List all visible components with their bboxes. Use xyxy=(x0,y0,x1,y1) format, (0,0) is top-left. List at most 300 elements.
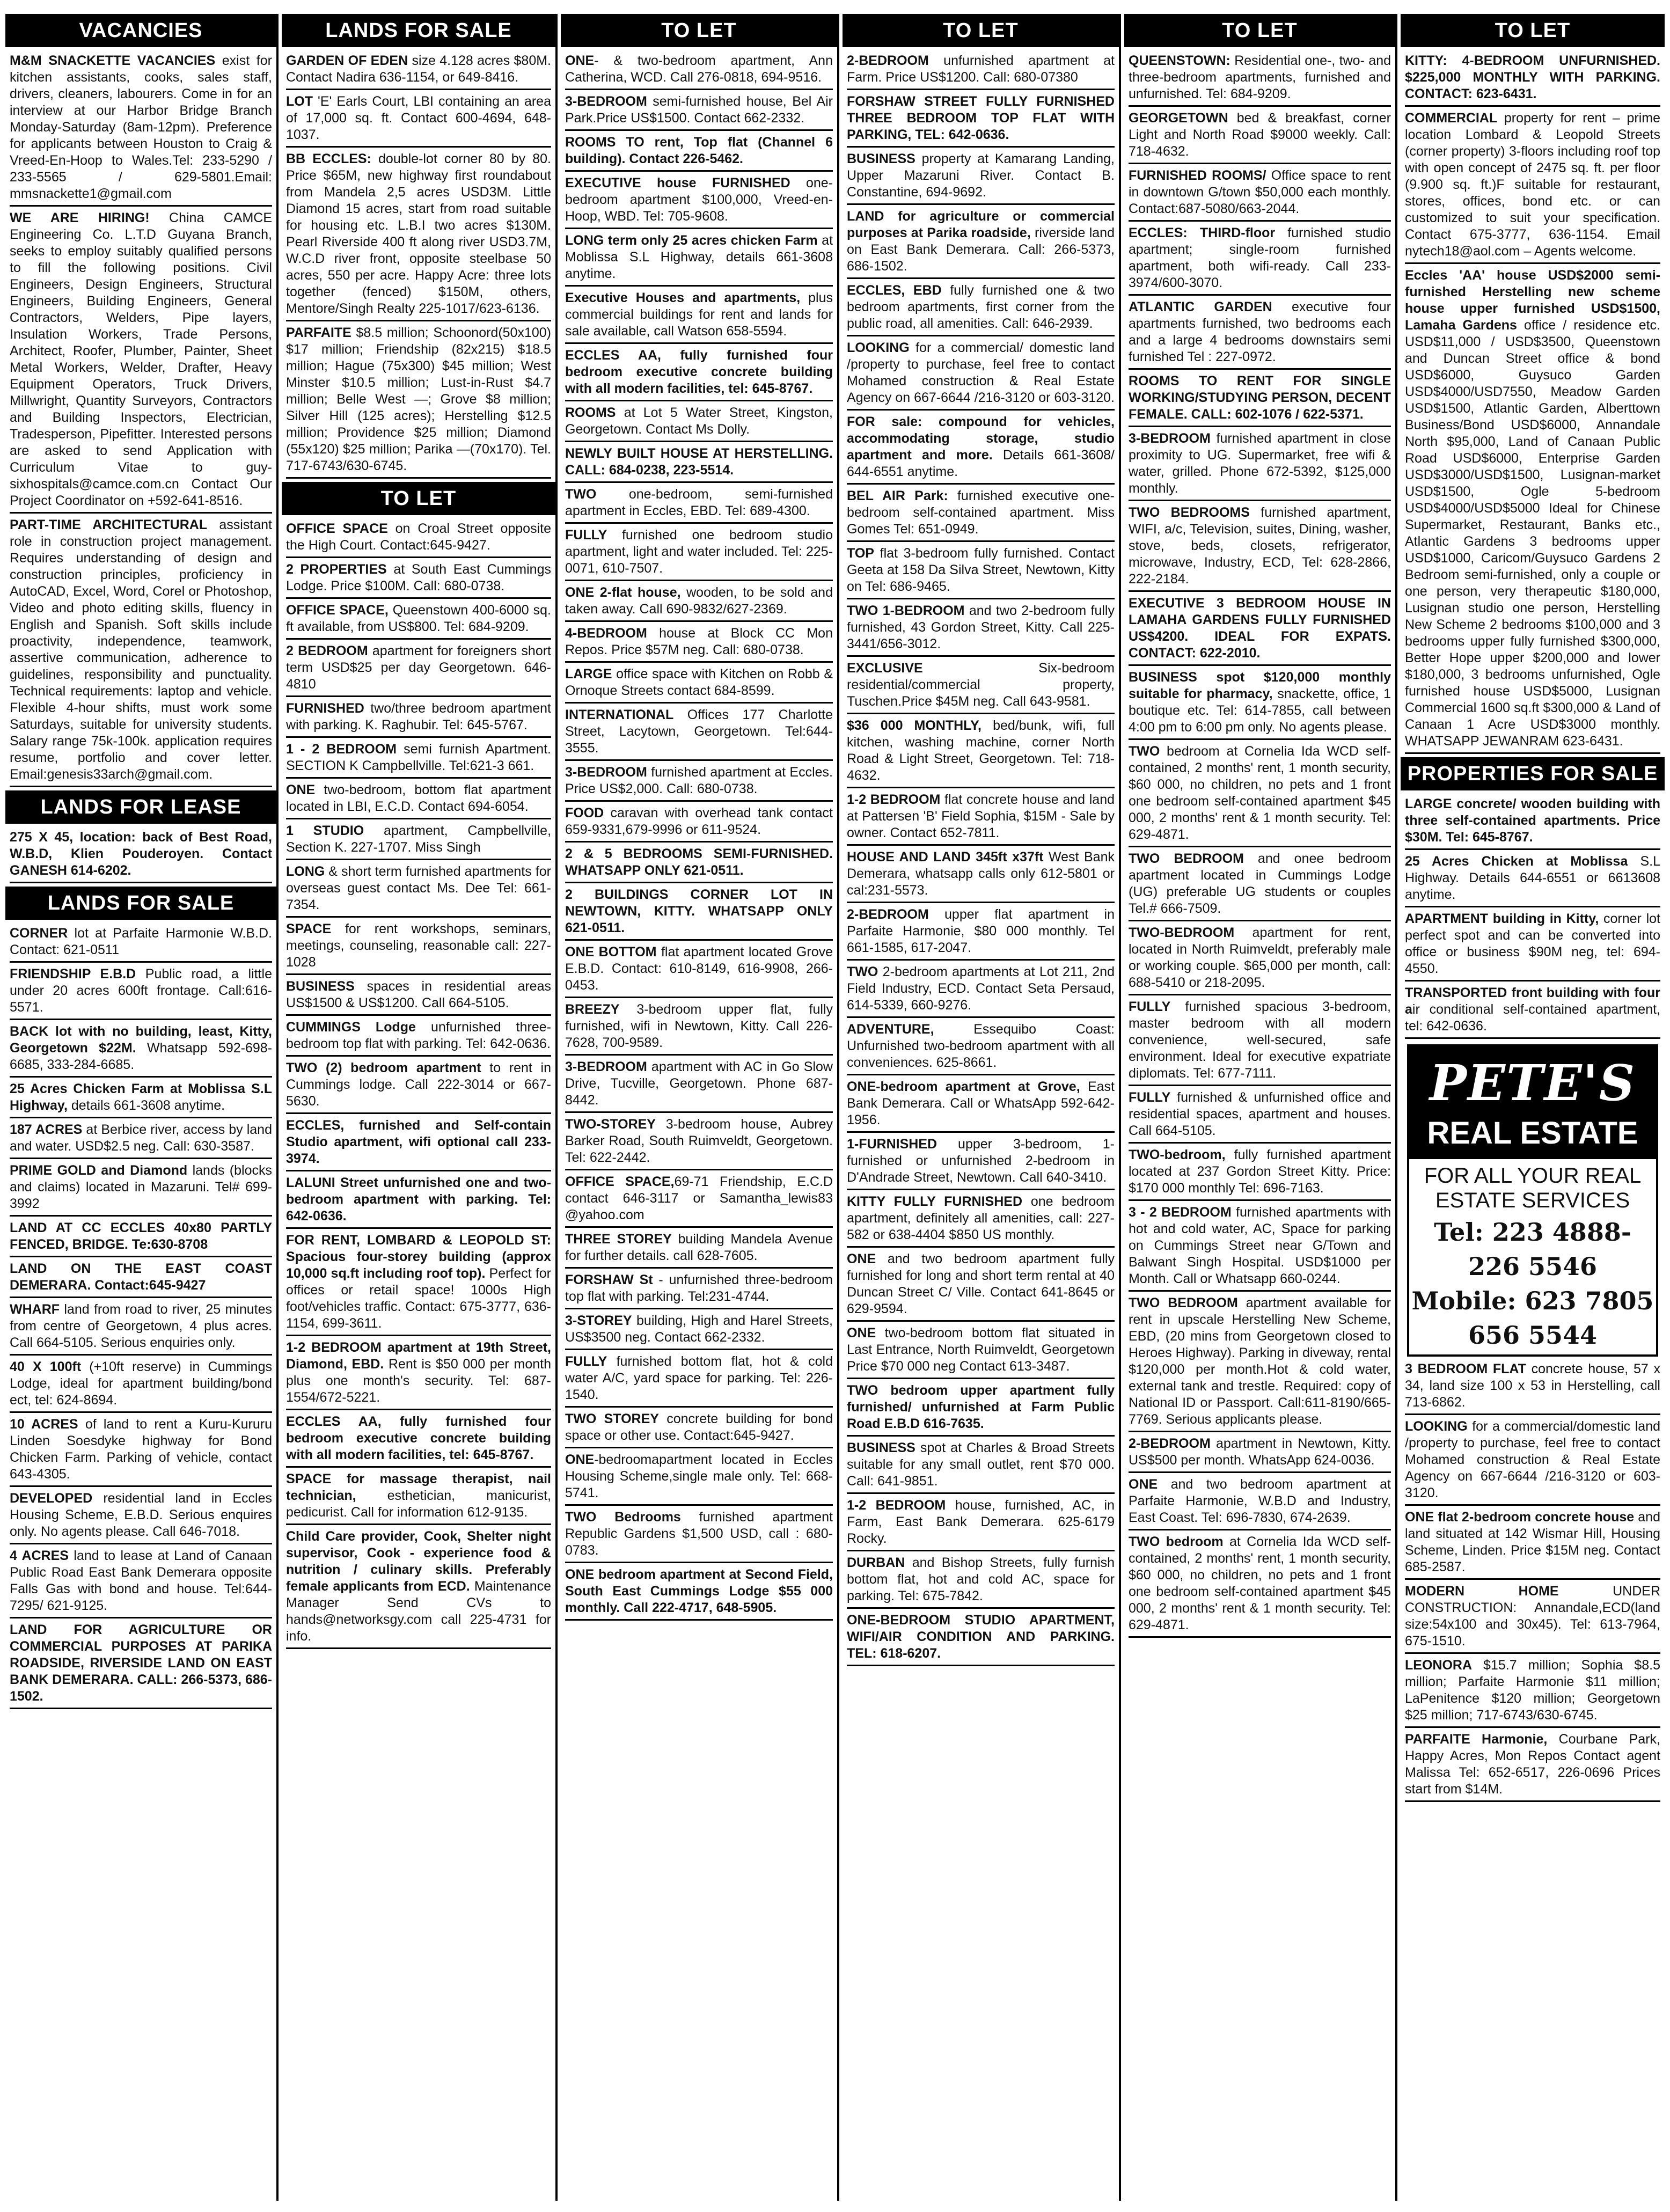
ad-lead: FRIENDSHIP E.B.D xyxy=(10,966,136,982)
ad-lead: TWO BEDROOM xyxy=(1129,1295,1238,1310)
ad-body: two-bedroom bottom flat situated in Last Entrance, North Ruimveldt, Georgetown Price $70 000 neg Contact 613-3487. xyxy=(847,1325,1115,1374)
ad-body: 69-71 Friendship, E.C.D contact 646-3117 or Samantha_lewis83 @yahoo.com xyxy=(565,1174,833,1222)
ad-lead: Eccles 'AA' house USD$2000 semi- furnished Herstelling new scheme house upper furnished USD$1500, Lamaha Gardens xyxy=(1405,268,1660,333)
ad-lead: 3 BEDROOM FLAT xyxy=(1405,1361,1526,1376)
classified-ad xyxy=(565,805,833,843)
classified-ad xyxy=(286,561,551,599)
ad-lead: TWO Bedrooms xyxy=(565,1510,681,1525)
classified-ad xyxy=(565,764,833,802)
section-heading: TO LET xyxy=(282,482,555,515)
classified-ad xyxy=(847,151,1115,205)
ad-lead: 3-BEDROOM xyxy=(565,765,647,780)
ad-body: for a commercial/domestic land /property to purchase, feel free to contact Mohamed construction & Real Estate Agency on 667-6644 /216-3120 or 603-3120. xyxy=(1405,1419,1660,1500)
ad-body: and two bedroom apartment at Parfaite Harmonie, W.B.D and Industry, East Coast. Tel: 696-7830, 674-2639. xyxy=(1129,1477,1391,1525)
ad-lead: ECCLES, EBD xyxy=(847,283,942,298)
ad-body: apartment, Campbellville, Section K. 227-1707. Miss Singh xyxy=(286,823,552,855)
classified-ad xyxy=(847,906,1115,961)
section-to-let xyxy=(282,482,555,1649)
ad-lead: ONE bedroom apartment at Second Field, South East Cummings Lodge $55 000 monthly. Call 222-4717, 648-5905. xyxy=(565,1567,833,1615)
ad-body: residential land in Eccles Housing Scheme, E.B.D. Serious enquires only. No agents please. Call 646-7018. xyxy=(10,1491,272,1539)
ad-lead: Executive Houses and apartments, xyxy=(565,290,801,305)
ad-lead: 2 PROPERTIES xyxy=(286,562,387,577)
classified-ad xyxy=(1129,53,1391,107)
classified-ad xyxy=(286,1019,551,1057)
ad-body: snackette, office, 1 boutique etc. Tel: 614-7855, call between 4:00 pm to 6:00 pm only. No agents please. xyxy=(1129,686,1391,735)
logo-subtitle: REAL ESTATE xyxy=(1427,1116,1638,1151)
classified-ad xyxy=(565,1001,833,1056)
ad-lead: CORNER xyxy=(10,926,68,941)
ad-body: furnished studio apartment; single-room furnished apartment, both wifi-ready. Call 233-3974/600-3070. xyxy=(1129,225,1391,290)
ad-lead: WHARF xyxy=(10,1302,60,1317)
ad-lead: PARFAITE Harmonie, xyxy=(1405,1732,1548,1747)
classified-ad xyxy=(847,1193,1115,1248)
ad-lead: $36 000 MONTHLY, xyxy=(847,718,982,733)
ad-body: assistant role in construction project management. Requires understanding of design and construction principles, proficiency in AutoCAD, Excel, Word, Corel or Photoshop, Video and photo editing skills, fluency in English and Spanish. Soft skills include proactivity, independence, teamwork, assertive communication, adherence to guidelines, responsibility and punctuality. Technical requirements: laptop and vehicle. Flexible 4-hour shifts, must work some Saturdays, suitable for university students. Salary range 75k-100k. application requires resume, portfolio and cover letter. Email:genesis33arch@gmail.com. xyxy=(10,517,273,782)
ad-body: and land situated at 142 Wismar Hill, Housing Scheme, Linden. Price $15M neg. Contact 685-2587. xyxy=(1405,1510,1660,1574)
column-1 xyxy=(5,14,279,2201)
ad-body: property for rent – prime location Lombard & Leopold Streets (corner property) 3-floors including roof top with open concept of 2475 sq. ft. per floor (9.900 sq. ft.)F suitable for restaurant, stores, offices, bond etc. or can customized to suit your specification. Contact 675-3777, 636-1154. Email nytech18@aol.com – Agents welcome. xyxy=(1405,111,1660,259)
ad-body: concrete building for bond space or other use. Contact:645-9427. xyxy=(565,1411,833,1443)
classified-ad xyxy=(847,1325,1115,1379)
ad-lead: M&M SNACKETTE VACANCIES xyxy=(10,53,216,68)
ad-body: furnished apartment at Eccles. Price US$2,000. Call: 680-0738. xyxy=(565,765,833,796)
ad-lead: 4-BEDROOM xyxy=(565,626,647,641)
ad-lead: 3 - 2 BEDROOM xyxy=(1129,1205,1232,1220)
ad-lead: PRIME GOLD and Diamond xyxy=(10,1163,188,1178)
classified-ad xyxy=(847,340,1115,411)
logo-tagline: FOR ALL YOUR REAL ESTATE SERVICES xyxy=(1424,1164,1642,1212)
classified-ad xyxy=(1405,796,1660,850)
ad-lead: LONG xyxy=(286,864,325,879)
section-to-let xyxy=(843,14,1119,1666)
ad-lead: BUSINESS xyxy=(847,1440,915,1455)
ad-body: concrete house, 57 x 34, land size 100 x 53 in Herstelling, call 713-6862. xyxy=(1405,1361,1660,1410)
classified-ad xyxy=(565,486,833,524)
classified-ad xyxy=(847,1079,1115,1133)
classified-ad xyxy=(10,517,272,787)
ad-lead: 1 - 2 BEDROOM xyxy=(286,742,397,757)
ad-lead: TWO bedroom upper apartment fully furnished/ unfurnished at Farm Public Road E.B.D 616-7635. xyxy=(847,1383,1115,1431)
column-5 xyxy=(1124,14,1397,2201)
ad-body: bed/bunk, wifi, full kitchen, washing machine, corner North Road & Light Street, Georgetown. Tel: 718-4632. xyxy=(847,718,1115,783)
classified-ad xyxy=(1129,595,1391,666)
ad-lead: KITTY FULLY FURNISHED xyxy=(847,1194,1023,1209)
ad-body: furnished & unfurnished office and residential spaces, apartment and houses. Call 664-5105. xyxy=(1129,1090,1391,1138)
classified-ad xyxy=(10,925,272,963)
classified-ad xyxy=(565,1566,833,1621)
ad-body: for rent workshops, seminars, meetings, counseling, reasonable call: 227-1028 xyxy=(286,921,551,970)
ad-lead: BUSINESS xyxy=(286,979,355,994)
ad-body: apartment for rent, located in North Ruimveldt, preferably male or working couple. $65,000 per month, call: 688-5410 or 218-2095. xyxy=(1129,925,1391,990)
classified-ad xyxy=(10,1359,272,1413)
ad-lead: TWO-STOREY xyxy=(565,1117,656,1132)
ad-body: 3-bedroom upper flat, fully furnished, wifi in Newtown, Kitty. Call 226-7628, 700-9589. xyxy=(565,1002,833,1050)
classified-ad xyxy=(286,782,551,819)
ad-lead: TRANSPORTED front building with four a xyxy=(1405,985,1660,1017)
classified-ad xyxy=(1129,1534,1391,1638)
ad-body: flat concrete house and land at Pattersen 'B' Field Sophia, $15M - Sale by owner. Contact 652-7811. xyxy=(847,792,1115,840)
logo-name: PETE'S xyxy=(1429,1054,1636,1112)
ad-lead: HOUSE AND LAND 345ft x37ft xyxy=(847,849,1044,865)
ad-lead: ONE xyxy=(847,1325,876,1341)
ad-body: Residential one-, two- and three-bedroom apartments, furnished and unfurnished. Tel: 684-9209. xyxy=(1129,53,1391,101)
ad-lead: FURNISHED xyxy=(286,701,364,716)
classified-ad xyxy=(565,666,833,704)
ad-body: Essequibo Coast: Unfurnished two-bedroom apartment with all conveniences. 625-8661. xyxy=(847,1022,1115,1070)
ad-body: fully furnished apartment located at 237 Gordon Street Kitty. Price: $170 000 monthly Tel: 696-7163. xyxy=(1129,1147,1391,1196)
ad-lead: 187 ACRES xyxy=(10,1122,83,1137)
ad-lead: ROOMS TO RENT FOR SINGLE WORKING/STUDYING PERSON, DECENT FEMALE. CALL: 602-1076 / 622-5371. xyxy=(1129,373,1391,422)
ad-lead: 2 BEDROOM xyxy=(286,643,368,658)
classified-ad xyxy=(286,53,551,90)
classified-ad xyxy=(847,208,1115,279)
section-heading: TO LET xyxy=(561,14,837,47)
ad-body: and two 2-bedroom fully furnished, 43 Gordon Street, Kitty. Call 225- 3441/656-3012. xyxy=(847,603,1115,651)
ad-lead: ROOMS TO rent, Top flat (Channel 6 building). Contact 226-5462. xyxy=(565,135,833,166)
ad-lead: FOR sale: compound for vehicles, accommodating storage, studio apartment and more. xyxy=(847,414,1115,463)
section-heading: LANDS FOR SALE xyxy=(5,887,276,920)
ad-lead: TWO-BEDROOM xyxy=(1129,925,1235,940)
classified-ad xyxy=(286,1175,551,1229)
ad-body: & short term furnished apartments for overseas guest contact Ms. Dee Tel: 661-7354. xyxy=(286,864,551,912)
ad-body: 3-bedroom house, Aubrey Barker Road, South Ruimveldt, Georgetown. Tel: 622-2442. xyxy=(565,1117,833,1165)
section-heading: TO LET xyxy=(1401,14,1665,47)
classified-ad xyxy=(286,151,551,321)
ad-lead: GEORGETOWN xyxy=(1129,111,1228,126)
ad-lead: FOOD xyxy=(565,805,604,821)
classified-ad xyxy=(847,660,1115,714)
classified-ad xyxy=(847,964,1115,1018)
classified-ad xyxy=(10,1622,272,1709)
ad-body: spaces in residential areas US$1500 & US$1200. Call 664-5105. xyxy=(286,979,551,1010)
ad-lead: KITTY: 4-BEDROOM UNFURNISHED. $225,000 MONTHLY WITH PARKING. CONTACT: 623-6431. xyxy=(1405,53,1660,101)
classified-ad xyxy=(847,1136,1115,1190)
classified-ad xyxy=(565,584,833,622)
classified-ad xyxy=(286,1471,551,1525)
petes-real-estate-logo xyxy=(1407,1044,1658,1357)
ad-body: at Moblissa S.L Highway, details 661-3608 anytime. xyxy=(565,233,833,281)
ad-lead: LARGE xyxy=(565,666,612,682)
section-to-let xyxy=(1401,14,1665,754)
classified-ad xyxy=(847,282,1115,336)
ad-body: executive four apartments furnished, two bedrooms each and a large 4 bedrooms downstairs semi furnished Tel : 227-0972. xyxy=(1129,299,1391,364)
ad-lead: 2-BEDROOM xyxy=(1129,1436,1211,1451)
classified-ad xyxy=(10,1490,272,1544)
ad-lead: EXECUTIVE house FURNISHED xyxy=(565,175,790,191)
ad-lead: EXECUTIVE 3 BEDROOM HOUSE IN LAMAHA GARDENS FULLY FURNISHED US$4200. IDEAL FOR EXPATS. CONTACT: 622-2010. xyxy=(1129,596,1391,661)
classified-ad xyxy=(10,829,272,883)
ad-lead: 2-BEDROOM xyxy=(847,907,929,922)
classified-ad xyxy=(565,290,833,344)
classified-ad xyxy=(1129,743,1391,847)
classified-ad xyxy=(847,1440,1115,1494)
ad-body: 'E' Earls Court, LBI containing an area of 17,000 sq. ft. Contact 600-4694, 648-1037. xyxy=(286,94,551,142)
classified-ad xyxy=(847,488,1115,542)
section-lands-for-sale xyxy=(5,887,276,1709)
ad-body: apartment in Newtown, Kitty. US$500 per month. WhatsApp 624-0036. xyxy=(1129,1436,1391,1468)
column-3 xyxy=(561,14,839,2201)
classified-ad xyxy=(286,1060,551,1114)
classified-ad xyxy=(286,643,551,697)
classified-ad xyxy=(847,1555,1115,1609)
classified-ad xyxy=(1129,167,1391,222)
classified-ad xyxy=(1129,373,1391,427)
ad-body: Maintenance Manager Send CVs to hands@networksgy.com call 225-4731 for info. xyxy=(286,1579,551,1644)
classified-ad xyxy=(1405,1361,1660,1415)
classified-ad xyxy=(286,1117,551,1171)
classified-ad xyxy=(847,1251,1115,1322)
ad-body: at Berbice river, access by land and water. USD$2.5 neg. Call: 630-3587. xyxy=(10,1122,272,1154)
classified-ad xyxy=(1405,911,1660,982)
ad-lead: OFFICE SPACE, xyxy=(565,1174,675,1189)
logo-tel: Tel: 223 4888- xyxy=(1434,1218,1631,1247)
ad-body: double-lot corner 80 by 80. Price $65M, new highway first roundabout from Mandela 2,5 acres USD3M. Little Diamond 15 acres, start from road suitable for housing etc. L.B.I two acres $130M. Pearl Riverside 400 ft along river USD3.7M, W.C.D river front, opposite steelbase 50 acres, 550 per acre. Happy Acre: three lots together (fenced) $150M, others, Mentore/Singh Realty 225-1017/623-6136. xyxy=(286,151,551,316)
ad-lead: WE ARE HIRING! xyxy=(10,210,150,225)
ad-lead: 3-STOREY xyxy=(565,1313,632,1328)
classified-ad xyxy=(847,849,1115,903)
ad-lead: SPACE for massage therapist, nail technician, xyxy=(286,1471,551,1503)
classified-ad xyxy=(1405,53,1660,107)
ad-lead: LALUNI Street unfurnished one and two-bedroom apartment with parking. Tel: 642-0636. xyxy=(286,1175,551,1224)
ad-body: furnished spacious 3-bedroom, master bedroom with all modern convenience, well-secured, safe environment. Ideal for executive expatriate diplomats. Tel: 677-7111. xyxy=(1129,999,1391,1081)
ad-lead: NEWLY BUILT HOUSE AT HERSTELLING. CALL: 684-0238, 223-5514. xyxy=(565,446,833,478)
classified-ad xyxy=(1129,1435,1391,1473)
classified-ad xyxy=(565,1272,833,1309)
ad-lead: ONE-bedroom apartment at Grove, xyxy=(847,1079,1080,1094)
ad-lead: 3-BEDROOM xyxy=(1129,431,1211,446)
classified-ad xyxy=(10,210,272,514)
ad-lead: LAND for agriculture or commercial purposes at Parika roadside, xyxy=(847,209,1115,240)
ad-lead: ONE BOTTOM xyxy=(565,944,657,959)
ad-lead: ROOMS xyxy=(565,405,616,420)
ad-lead: PARFAITE xyxy=(286,325,351,340)
ad-body: caravan with overhead tank contact 659-9331,679-9996 or 611-9524. xyxy=(565,805,833,837)
classified-ad xyxy=(286,1413,551,1468)
ad-lead: 1-2 BEDROOM apartment at 19th Street, Diamond, EBD. xyxy=(286,1340,551,1372)
logo-banner xyxy=(1409,1046,1656,1159)
ad-body: East Bank Demerara. Call or WhatsApp 592-642-1956. xyxy=(847,1079,1115,1127)
classified-ad xyxy=(565,846,833,883)
ad-lead: FORSHAW St xyxy=(565,1272,653,1287)
section-logo xyxy=(1401,1044,1665,1357)
ad-body: building, High and Harel Streets, US$3500 neg. Contact 662-2332. xyxy=(565,1313,833,1345)
ad-body: on Croal Street opposite the High Court. Contact:645-9427. xyxy=(286,521,551,553)
ad-lead: 3-BEDROOM xyxy=(565,94,647,109)
classified-ad xyxy=(286,93,551,148)
ad-body: Offices 177 Charlotte Street, Lacytown, Georgetown. Tel:644-3555. xyxy=(565,707,833,756)
classified-ad xyxy=(565,527,833,581)
classified-ad xyxy=(565,445,833,483)
ad-body: land to lease at Land of Canaan Public Road East Bank Demerara opposite Falls Gas with bond and house. Tel:644-7295/ 621-9125. xyxy=(10,1548,273,1613)
ad-body: apartment with AC in Go Slow Drive, Tucville, Georgetown. Phone 687-8442. xyxy=(565,1059,833,1108)
ad-body: plus commercial buildings for rent and lands for sale available, call Watson 658-5594. xyxy=(565,290,833,339)
classified-ad xyxy=(1405,1509,1660,1580)
ad-body: for a commercial/ domestic land /property to purchase, feel free to contact Mohamed construction & Real Estate Agency on 667-6644 /216-3120 or 603-3120. xyxy=(847,340,1115,405)
classified-ad xyxy=(565,175,833,229)
classified-ad xyxy=(1129,851,1391,921)
ad-body: at Lot 5 Water Street, Kingston, Georgetown. Contact Ms Dolly. xyxy=(565,405,833,437)
classified-ad xyxy=(565,1174,833,1228)
ad-body: Courbane Park, Happy Acres, Mon Repos Contact agent Malissa Tel: 652-6517, 226-0696 Prices start from $14M. xyxy=(1405,1732,1660,1797)
section-listings xyxy=(1401,1361,1665,1802)
ad-body: bed & breakfast, corner Light and North Road $9000 weekly. Call: 718-4632. xyxy=(1129,111,1391,159)
ad-lead: APARTMENT building in Kitty, xyxy=(1405,911,1599,926)
classified-ad xyxy=(286,863,551,918)
ad-body: lands (blocks and claims) located in Mazaruni. Tel# 699-3992 xyxy=(10,1163,272,1211)
classified-ad xyxy=(286,1232,551,1336)
ad-lead: BREEZY xyxy=(565,1002,620,1017)
ad-lead: ONE flat 2-bedroom concrete house xyxy=(1405,1510,1635,1525)
classified-ad xyxy=(565,1452,833,1506)
ad-lead: MODERN HOME xyxy=(1405,1584,1559,1599)
ad-lead: 275 X 45, location: back of Best Road, W.B.D, Klien Pouderoyen. Contact GANESH 614-6202. xyxy=(10,830,272,878)
section-heading: LANDS FOR LEASE xyxy=(5,790,276,824)
ad-body: UNDER CONSTRUCTION: Annandale,ECD(land size:54x100 and 30x45). Tel: 613-7964, 675-1510. xyxy=(1405,1584,1660,1649)
ad-lead: ECCLES: THIRD-floor xyxy=(1129,225,1276,240)
ad-lead: ECCLES AA, fully furnished four bedroom executive concrete building with all modern facilities, tel: 645-8767. xyxy=(565,348,833,396)
ad-body: esthetician, manicurist, pedicurist. Call for information 612-9135. xyxy=(286,1488,551,1520)
logo-tel-2: 226 5546 xyxy=(1468,1252,1598,1281)
ad-body: Details 661-3608/ 644-6551 anytime. xyxy=(847,448,1115,479)
classified-ad xyxy=(286,1528,551,1649)
section-lands-for-sale xyxy=(282,14,555,479)
ad-body: West Bank Demerara, whatsapp calls only 612-5801 or cal:231-5573. xyxy=(847,849,1115,898)
ad-body: lot at Parfaite Harmonie W.B.D. Contact: 621-0511 xyxy=(10,926,272,957)
section-heading: VACANCIES xyxy=(5,14,276,47)
classified-ad xyxy=(565,887,833,941)
ad-body: unfurnished three-bedroom top flat with parking. Tel: 642-0636. xyxy=(286,1020,551,1051)
classified-ad xyxy=(1129,1204,1391,1292)
classified-ad xyxy=(286,602,551,640)
classified-ad xyxy=(565,1059,833,1113)
ad-lead: BB ECCLES: xyxy=(286,151,371,166)
ad-body: flat apartment located Grove E.B.D. Contact: 610-8149, 616-9908, 266-0453. xyxy=(565,944,833,993)
ad-lead: 2-BEDROOM xyxy=(847,53,929,68)
ad-body: apartment for foreigners short term USD$25 per day Georgetown. 646-4810 xyxy=(286,643,551,692)
ad-lead: 40 X 100ft xyxy=(10,1359,82,1374)
ad-body: furnished executive one-bedroom self-contained apartment. Miss Gomes Tel: 651-0949. xyxy=(847,488,1115,537)
ad-lead: TWO BEDROOMS xyxy=(1129,505,1250,520)
ad-body: size 4.128 acres $80M. Contact Nadira 636-1154, or 649-8416. xyxy=(286,53,552,85)
ad-lead: CUMMINGS Lodge xyxy=(286,1020,416,1035)
classified-ad xyxy=(565,1353,833,1408)
ad-body: one-bedroom apartment $100,000, Vreed-en-Hoop, WBD. Tel: 705-9608. xyxy=(565,175,833,224)
ad-lead: PART-TIME ARCHITECTURAL xyxy=(10,517,208,532)
ad-lead: FULLY xyxy=(1129,1090,1171,1105)
classified-ad xyxy=(1405,1418,1660,1506)
ad-lead: BACK lot with no building, least, Kitty, Georgetown $22M. xyxy=(10,1024,272,1056)
ad-body: $8.5 million; Schoonord(50x100) $17 million; Friendship (82x215) $18.5 million; Hague (75x300) $45 million; West Minster $10.5 million; Lust-in-Rust $4.7 million; Belle West —; Grove $8 million; Silver Hill (125 acres); Herstelling $12.5 million; Providence $25 million; Diamond (55x120) $25 million; Parika —(70x170). Tel. 717-6743/630-6745. xyxy=(286,325,551,473)
ad-body: 2-bedroom apartments at Lot 211, 2nd Field Industry, ECD. Contact Seta Persaud, 614-5339, 660-9276. xyxy=(847,964,1115,1013)
ad-lead: LARGE concrete/ wooden building with three self-contained apartments. Price $30M. Tel: 645-8767. xyxy=(1405,796,1660,845)
ad-body: - & two-bedroom apartment, Ann Catherina, WCD. Call 276-0818, 694-9516. xyxy=(565,53,833,85)
classified-ad xyxy=(286,700,551,738)
classified-ad xyxy=(1129,1147,1391,1201)
ad-lead: FURNISHED ROOMS/ xyxy=(1129,168,1266,183)
ad-body: office space with Kitchen on Robb & Ornoque Streets contact 684-8599. xyxy=(565,666,833,698)
ad-body: fully furnished one & two bedroom apartments, first corner from the public road, all amenities. Call: 646-2939. xyxy=(847,283,1115,331)
ad-body: S.L Highway. Details 644-6551 or 6613608 anytime. xyxy=(1405,854,1660,902)
classified-ad xyxy=(10,1023,272,1078)
classified-ad xyxy=(1129,1295,1391,1432)
ad-lead: OFFICE SPACE, xyxy=(286,603,389,618)
section-heading: PROPERTIES FOR SALE xyxy=(1401,757,1665,790)
ad-lead: ECCLES, furnished and Self-contain Studio apartment, wifi optional call 233-3974. xyxy=(286,1118,551,1166)
ad-lead: LEONORA xyxy=(1405,1658,1472,1673)
ad-lead: ONE xyxy=(847,1251,876,1266)
classified-ad xyxy=(847,414,1115,485)
classified-ad xyxy=(1129,669,1391,740)
ad-lead: Child Care provider, Cook, Shelter night supervisor, Cook - experience food & nutrition / culinary skills. Preferably female applicants from ECD. xyxy=(286,1529,551,1594)
ad-lead: BEL AIR Park: xyxy=(847,488,948,503)
ad-lead: FULLY xyxy=(1129,999,1171,1014)
section-heading: TO LET xyxy=(1124,14,1395,47)
ad-body: flat 3-bedroom fully furnished. Contact Geeta at 158 Da Silva Street, Newtown, Kitty on Tel: 686-9465. xyxy=(847,546,1115,594)
ad-body: corner lot perfect spot and can be converted into office or business $90M neg, tel: 694-4550. xyxy=(1405,911,1660,976)
classified-ad xyxy=(1129,1089,1391,1144)
classified-ad xyxy=(847,1497,1115,1551)
ad-body: unfurnished apartment at Farm. Price US$1200. Call: 680-07380 xyxy=(847,53,1115,85)
ad-lead: 25 Acres Chicken Farm at Moblissa S.L Highway, xyxy=(10,1081,272,1113)
ad-lead: LOOKING xyxy=(1405,1419,1468,1434)
classified-ad xyxy=(565,1231,833,1269)
ad-body: details 661-3608 anytime. xyxy=(67,1098,225,1113)
ad-body: and two bedroom apartment fully furnished for long and short term rental at 40 Duncan Street C/ Ville. Contact 641-8645 or 629-9594. xyxy=(847,1251,1115,1316)
ad-body: Queenstown 400-6000 sq. ft available, from US$800. Tel: 684-9209. xyxy=(286,603,551,634)
classified-ad xyxy=(1405,1583,1660,1654)
ad-body: house at Block CC Mon Repos. Price $57M neg. Call: 680-0738. xyxy=(565,626,833,657)
classified-ad xyxy=(10,1416,272,1487)
ad-lead: BUSINESS spot $120,000 monthly suitable for pharmacy, xyxy=(1129,670,1391,701)
classified-ad xyxy=(286,978,551,1016)
classified-ad xyxy=(1129,1476,1391,1530)
classified-ad xyxy=(1405,853,1660,907)
ad-body: furnished apartment, WIFI, a/c, Television, suites, Dining, washer, stove, beds, closets, refrigerator, microwave, Industry, ECD, Tel: 628-2866, 222-2184. xyxy=(1129,505,1391,587)
ad-lead: 4 ACRES xyxy=(10,1548,69,1563)
classified-ad xyxy=(1129,299,1391,370)
ad-lead: TWO BEDROOM xyxy=(1129,851,1244,866)
ad-body: office / residence etc. USD$11,000 / USD$3500, Queenstown and Duncan Street office & bond USD$6000, Guysuco Garden USD$4000/USD7550, Meadow Garden USD$1500, Atlantic Garden, Alberttown Business/Bond USD$6000, Annandale North $95,000, Land of Canaan Public Road USD$6000, Enterprise Garden USD$3000/USD$1500, Lusignan-market USD$1500, Ogle 5-bedroom USD$4000/USD$5000 Ideal for Chinese Supermarket, Restaurant, Banks etc., Atlantic Gardens 3 bedrooms upper USD$1000, Caricom/Guysuco Gardens 2 Bedroom semi-furnished, only a couple or one person, very therapeutic $180,000, Lusignan studio one person, Herstelling New Scheme 2 bedrooms $100,000 and 3 bedrooms upper fully furnished $300,000, Better Hope upper $200,000 and lower $180,000, 3 bedrooms unfurnished, Ogle furnished house USD$5000, Lusignan Commercial 1600 sq.ft $300,000 & Land of Canaan 1 Acre USD$3000 monthly. WHATSAPP JEWANRAM 623-6431. xyxy=(1405,318,1661,749)
ad-lead: ECCLES AA, fully furnished four bedroom executive concrete building with all modern facilities, tel: 645-8767. xyxy=(286,1414,551,1462)
ad-lead: 3-BEDROOM xyxy=(565,1059,647,1074)
ad-lead: DURBAN xyxy=(847,1555,905,1570)
ad-lead: ATLANTIC GARDEN xyxy=(1129,299,1272,314)
ad-body: two/three bedroom apartment with parking. K. Raghubir. Tel: 645-5767. xyxy=(286,701,551,733)
ad-body: furnished apartment in close proximity to UG. Supermarket, free wifi & water, grilled. Phone 672-5392, $125,000 monthly. xyxy=(1129,431,1391,496)
ad-lead: ONE xyxy=(1129,1477,1158,1492)
logo-mobile: Mobile: 623 7805 xyxy=(1411,1286,1654,1315)
ad-lead: ADVENTURE, xyxy=(847,1022,934,1037)
logo-mobile-2: 656 5544 xyxy=(1468,1321,1598,1350)
ad-lead: TWO xyxy=(565,487,597,502)
ad-body: furnished apartment Republic Gardens $1,500 USD, call : 680-0783. xyxy=(565,1510,833,1558)
ad-body: -bedroomapartment located in Eccles Housing Scheme,single male only. Tel: 668-5741. xyxy=(565,1452,833,1500)
classified-ad xyxy=(565,53,833,90)
classified-ad xyxy=(565,707,833,761)
ad-lead: TWO xyxy=(847,964,878,979)
ad-lead: BUSINESS xyxy=(847,151,915,166)
classified-ad xyxy=(847,1382,1115,1437)
ad-body: bedroom at Cornelia Ida WCD self-contained, 2 months' rent, 1 month security, $60 000, no children, no pets and 1 front one bedroom self-contained apartment $45 000, 2 months' rent & 1 month security. Tel: 629-4871. xyxy=(1129,744,1391,842)
classified-ad xyxy=(847,93,1115,148)
classified-ad xyxy=(565,232,833,287)
ad-lead: LAND FOR AGRICULTURE OR COMMERCIAL PURPOSES AT PARIKA ROADSIDE, RIVERSIDE LAND ON EAST BANK DEMERARA. CALL: 266-5373, 686-1502. xyxy=(10,1622,273,1704)
ad-lead: FULLY xyxy=(565,1354,607,1369)
ad-lead: TWO-bedroom, xyxy=(1129,1147,1226,1162)
ad-body: furnished bottom flat, hot & cold water A/C, yard space for parking. Tel: 226-1540. xyxy=(565,1354,833,1402)
ad-lead: TWO xyxy=(1129,744,1160,759)
ad-body: Six-bedroom residential/commercial property, Tuschen.Price $45M neg. Call 643-9581. xyxy=(847,661,1115,709)
